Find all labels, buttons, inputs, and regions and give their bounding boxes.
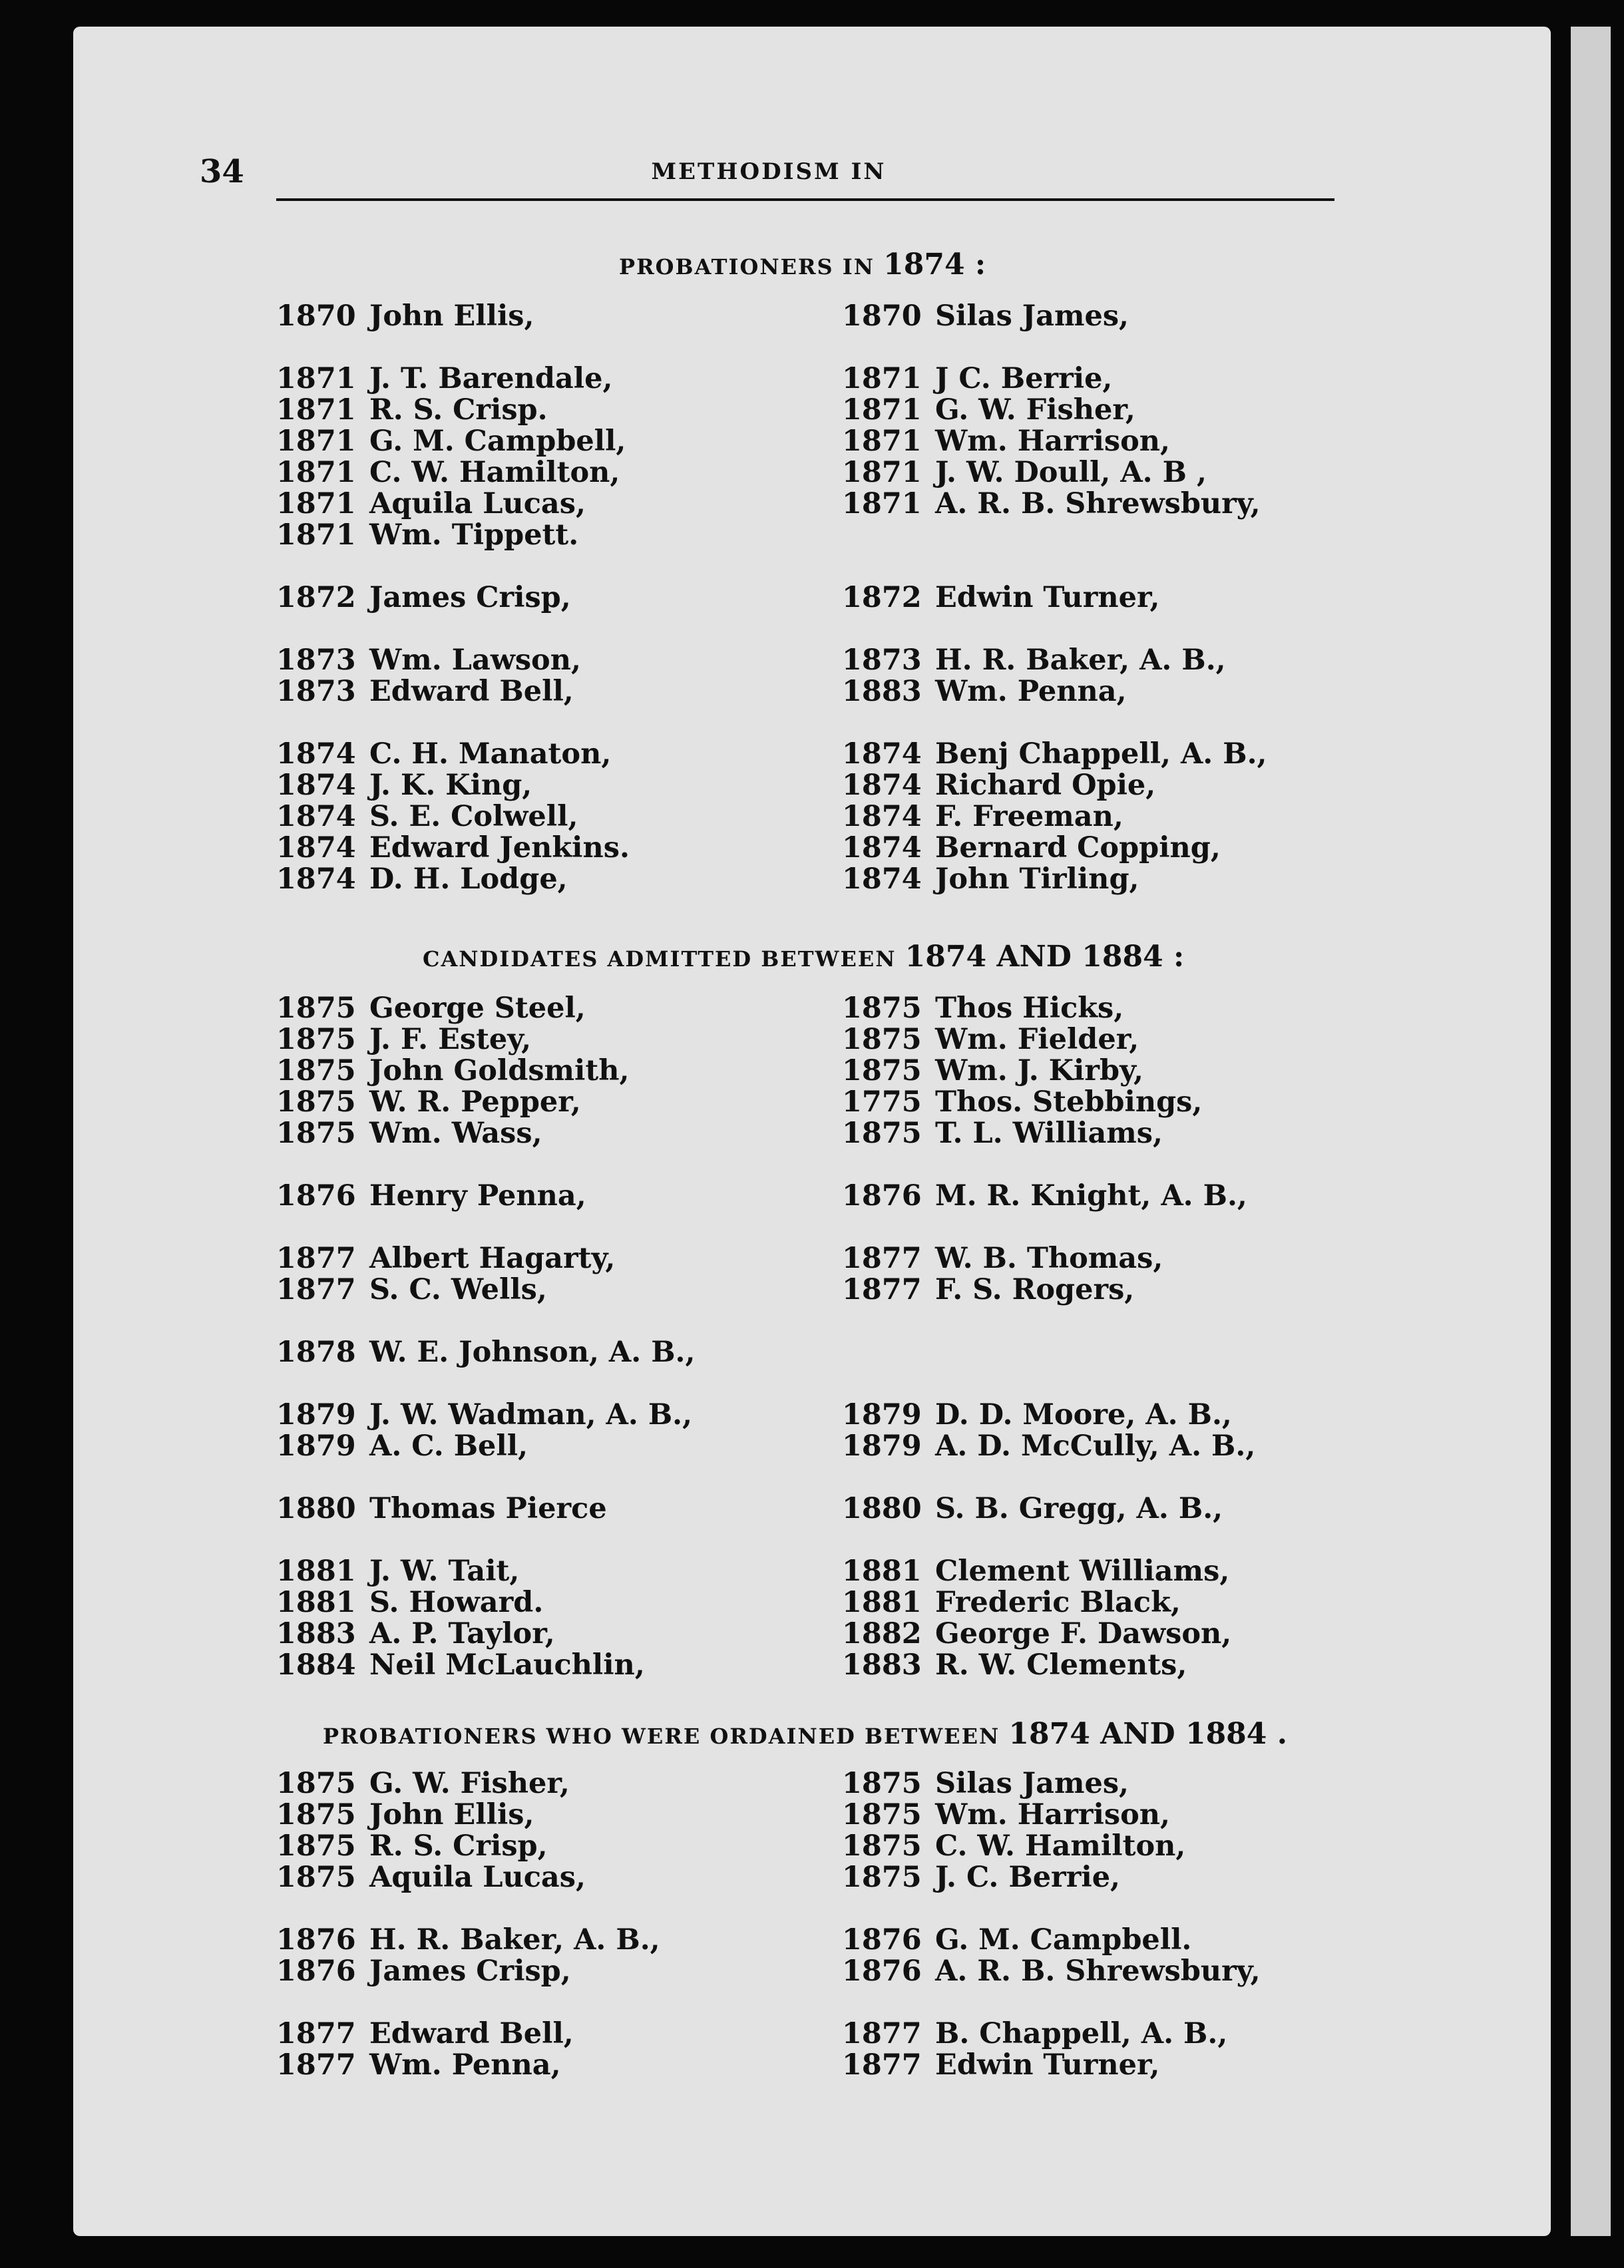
entry-name: A. C. Bell, bbox=[369, 1429, 528, 1463]
entry-name: J. W. Wadman, A. B., bbox=[369, 1398, 693, 1431]
entry-year: 1881 bbox=[276, 1555, 356, 1588]
entry-name: Henry Penna, bbox=[369, 1179, 586, 1213]
entry-name: Wm. Penna, bbox=[369, 2048, 561, 2082]
entry-year: 1874 bbox=[276, 737, 356, 771]
entry-year: 1871 bbox=[276, 518, 356, 552]
entry-year: 1880 bbox=[276, 1492, 356, 1525]
entry-year: 1876 bbox=[842, 1955, 922, 1988]
entry-year: 1872 bbox=[842, 581, 922, 614]
entry-year: 1875 bbox=[276, 1798, 356, 1831]
entry-name: A. R. B. Shrewsbury, bbox=[935, 1955, 1261, 1988]
entry-name: F. S. Rogers, bbox=[935, 1273, 1135, 1306]
section-heading-years: 1874 AND 1884 . bbox=[1008, 1717, 1288, 1751]
entry-year: 1875 bbox=[842, 1023, 922, 1056]
entry-name: G. W. Fisher, bbox=[935, 393, 1135, 427]
entry-name: J. F. Estey, bbox=[369, 1023, 532, 1056]
entry-year: 1878 bbox=[276, 1336, 356, 1369]
entry-name: Wm. Fielder, bbox=[935, 1023, 1139, 1056]
entry-year: 1875 bbox=[276, 1085, 356, 1119]
entry-year: 1875 bbox=[842, 1054, 922, 1087]
entry-year: 1871 bbox=[842, 362, 922, 395]
entry-name: Wm. Harrison, bbox=[935, 1798, 1170, 1831]
entry-name: B. Chappell, A. B., bbox=[935, 2017, 1228, 2050]
entry-year: 1871 bbox=[276, 362, 356, 395]
entry-year: 1875 bbox=[276, 1829, 356, 1863]
entry-name: Richard Opie, bbox=[935, 769, 1156, 802]
entry-year: 1871 bbox=[842, 393, 922, 427]
entry-name: F. Freeman, bbox=[935, 800, 1123, 833]
section-heading bbox=[423, 940, 1184, 974]
entry-year: 1877 bbox=[842, 2048, 922, 2082]
entry-name: Albert Hagarty, bbox=[369, 1242, 616, 1275]
entry-year: 1876 bbox=[276, 1955, 356, 1988]
entry-name: D. H. Lodge, bbox=[369, 862, 568, 896]
entry-year: 1874 bbox=[276, 769, 356, 802]
entry-name: Thos Hicks, bbox=[935, 992, 1124, 1025]
entry-year: 1871 bbox=[276, 425, 356, 458]
entry-year: 1877 bbox=[276, 1242, 356, 1275]
entry-year: 1875 bbox=[276, 1861, 356, 1894]
entry-name: James Crisp, bbox=[369, 1955, 571, 1988]
entry-name: Aquila Lucas, bbox=[369, 1861, 586, 1894]
entry-year: 1871 bbox=[842, 487, 922, 520]
entry-name: Edwin Turner, bbox=[935, 581, 1160, 614]
entry-name: Wm. Lawson, bbox=[369, 644, 581, 677]
entry-name: George Steel, bbox=[369, 992, 586, 1025]
entry-year: 1870 bbox=[276, 299, 356, 333]
entry-name: Edward Bell, bbox=[369, 675, 574, 708]
entry-name: John Goldsmith, bbox=[369, 1054, 630, 1087]
entry-year: 1875 bbox=[842, 1861, 922, 1894]
section-heading-text: PROBATIONERS WHO WERE ORDAINED BETWEEN bbox=[323, 1724, 1009, 1749]
entry-year: 1877 bbox=[276, 2048, 356, 2082]
entry-year: 1879 bbox=[842, 1398, 922, 1431]
entry-name: W. R. Pepper, bbox=[369, 1085, 581, 1119]
entry-year: 1880 bbox=[842, 1492, 922, 1525]
entry-name: D. D. Moore, A. B., bbox=[935, 1398, 1232, 1431]
entry-name: Neil McLauchlin, bbox=[369, 1648, 645, 1682]
entry-name: John Ellis, bbox=[369, 299, 534, 333]
entry-name: R. W. Clements, bbox=[935, 1648, 1187, 1682]
entry-year: 1883 bbox=[276, 1617, 356, 1650]
entry-name: S. B. Gregg, A. B., bbox=[935, 1492, 1223, 1525]
entry-year: 1875 bbox=[842, 992, 922, 1025]
entry-name: J. T. Barendale, bbox=[369, 362, 613, 395]
entry-year: 1875 bbox=[842, 1117, 922, 1150]
entry-year: 1877 bbox=[842, 1273, 922, 1306]
entry-year: 1877 bbox=[276, 1273, 356, 1306]
page-number: 34 bbox=[200, 153, 244, 190]
entry-year: 1875 bbox=[842, 1767, 922, 1800]
entry-name: Thomas Pierce bbox=[369, 1492, 607, 1525]
entry-year: 1883 bbox=[842, 675, 922, 708]
entry-name: C. H. Manaton, bbox=[369, 737, 612, 771]
entry-name: Aquila Lucas, bbox=[369, 487, 586, 520]
entry-year: 1873 bbox=[842, 644, 922, 677]
entry-year: 1876 bbox=[842, 1179, 922, 1213]
entry-year: 1879 bbox=[842, 1429, 922, 1463]
entry-year: 1879 bbox=[276, 1429, 356, 1463]
entry-year: 1875 bbox=[276, 1767, 356, 1800]
entry-year: 1877 bbox=[842, 2017, 922, 2050]
header-rule bbox=[276, 198, 1334, 201]
entry-year: 1874 bbox=[276, 800, 356, 833]
entry-year: 1875 bbox=[276, 1117, 356, 1150]
entry-year: 1874 bbox=[842, 862, 922, 896]
entry-year: 1874 bbox=[842, 800, 922, 833]
entry-year: 1873 bbox=[276, 675, 356, 708]
entry-name: Wm. Harrison, bbox=[935, 425, 1170, 458]
entry-name: S. Howard. bbox=[369, 1586, 544, 1619]
entry-name: J. K. King, bbox=[369, 769, 532, 802]
entry-name: S. C. Wells, bbox=[369, 1273, 547, 1306]
entry-name: W. B. Thomas, bbox=[935, 1242, 1163, 1275]
entry-name: J. C. Berrie, bbox=[935, 1861, 1121, 1894]
entry-year: 1877 bbox=[842, 1242, 922, 1275]
entry-name: John Tirling, bbox=[935, 862, 1139, 896]
section-heading-years: 1874 : bbox=[883, 248, 986, 282]
entry-name: Clement Williams, bbox=[935, 1555, 1230, 1588]
page-header bbox=[200, 153, 1338, 200]
entry-year: 1870 bbox=[842, 299, 922, 333]
entry-name: R. S. Crisp, bbox=[369, 1829, 548, 1863]
entry-year: 1871 bbox=[276, 393, 356, 427]
entry-name: S. E. Colwell, bbox=[369, 800, 578, 833]
entry-name: Thos. Stebbings, bbox=[935, 1085, 1203, 1119]
entry-name: George F. Dawson, bbox=[935, 1617, 1232, 1650]
entry-year: 1874 bbox=[842, 769, 922, 802]
entry-year: 1872 bbox=[276, 581, 356, 614]
entry-name: Benj Chappell, A. B., bbox=[935, 737, 1267, 771]
entry-name: G. M. Campbell, bbox=[369, 425, 626, 458]
entry-name: Wm. J. Kirby, bbox=[935, 1054, 1143, 1087]
entry-year: 1871 bbox=[842, 456, 922, 489]
entry-name: A. D. McCully, A. B., bbox=[935, 1429, 1256, 1463]
entry-year: 1882 bbox=[842, 1617, 922, 1650]
entry-year: 1871 bbox=[276, 456, 356, 489]
entry-year: 1874 bbox=[842, 737, 922, 771]
entry-year: 1874 bbox=[276, 862, 356, 896]
adjacent-page-edge bbox=[1571, 27, 1611, 2236]
entry-year: 1884 bbox=[276, 1648, 356, 1682]
entry-year: 1881 bbox=[276, 1586, 356, 1619]
entry-year: 1883 bbox=[842, 1648, 922, 1682]
entry-name: A. R. B. Shrewsbury, bbox=[935, 487, 1261, 520]
entry-name: G. W. Fisher, bbox=[369, 1767, 570, 1800]
entry-name: Bernard Copping, bbox=[935, 831, 1221, 864]
section-heading-text: CANDIDATES ADMITTED BETWEEN bbox=[423, 946, 905, 972]
entry-name: J. W. Doull, A. B , bbox=[935, 456, 1207, 489]
entry-name: C. W. Hamilton, bbox=[369, 456, 620, 489]
entry-name: H. R. Baker, A. B., bbox=[935, 644, 1226, 677]
entry-name: T. L. Williams, bbox=[935, 1117, 1163, 1150]
entry-name: J C. Berrie, bbox=[935, 362, 1113, 395]
entry-year: 1871 bbox=[842, 425, 922, 458]
entry-year: 1881 bbox=[842, 1555, 922, 1588]
section-heading-years: 1874 AND 1884 : bbox=[905, 940, 1185, 974]
section-heading-text: PROBATIONERS IN bbox=[619, 254, 884, 280]
entry-name: James Crisp, bbox=[369, 581, 571, 614]
entry-year: 1775 bbox=[842, 1085, 922, 1119]
entry-year: 1875 bbox=[276, 1054, 356, 1087]
entry-year: 1876 bbox=[276, 1179, 356, 1213]
entry-year: 1873 bbox=[276, 644, 356, 677]
entry-year: 1879 bbox=[276, 1398, 356, 1431]
entry-year: 1876 bbox=[842, 1923, 922, 1957]
running-title: METHODISM IN bbox=[651, 158, 887, 185]
entry-name: Wm. Wass, bbox=[369, 1117, 542, 1150]
entry-name: R. S. Crisp. bbox=[369, 393, 548, 427]
entry-name: Edward Bell, bbox=[369, 2017, 574, 2050]
entry-year: 1874 bbox=[276, 831, 356, 864]
entry-name: J. W. Tait, bbox=[369, 1555, 520, 1588]
entry-year: 1874 bbox=[842, 831, 922, 864]
entry-name: Edwin Turner, bbox=[935, 2048, 1160, 2082]
entry-year: 1877 bbox=[276, 2017, 356, 2050]
entry-name: W. E. Johnson, A. B., bbox=[369, 1336, 696, 1369]
entry-name: A. P. Taylor, bbox=[369, 1617, 555, 1650]
entry-year: 1875 bbox=[276, 1023, 356, 1056]
entry-name: G. M. Campbell. bbox=[935, 1923, 1192, 1957]
entry-name: Wm. Tippett. bbox=[369, 518, 579, 552]
entry-name: Wm. Penna, bbox=[935, 675, 1127, 708]
entry-name: M. R. Knight, A. B., bbox=[935, 1179, 1247, 1213]
entry-name: C. W. Hamilton, bbox=[935, 1829, 1186, 1863]
entry-name: Silas James, bbox=[935, 299, 1129, 333]
section-heading bbox=[323, 1717, 1287, 1751]
entry-year: 1881 bbox=[842, 1586, 922, 1619]
entry-name: John Ellis, bbox=[369, 1798, 534, 1831]
entry-name: H. R. Baker, A. B., bbox=[369, 1923, 660, 1957]
entry-name: Edward Jenkins. bbox=[369, 831, 630, 864]
entry-name: Frederic Black, bbox=[935, 1586, 1181, 1619]
entry-year: 1871 bbox=[276, 487, 356, 520]
entry-year: 1875 bbox=[842, 1829, 922, 1863]
section-heading bbox=[619, 248, 986, 282]
entry-year: 1875 bbox=[276, 992, 356, 1025]
entry-year: 1876 bbox=[276, 1923, 356, 1957]
entry-name: Silas James, bbox=[935, 1767, 1129, 1800]
entry-year: 1875 bbox=[842, 1798, 922, 1831]
